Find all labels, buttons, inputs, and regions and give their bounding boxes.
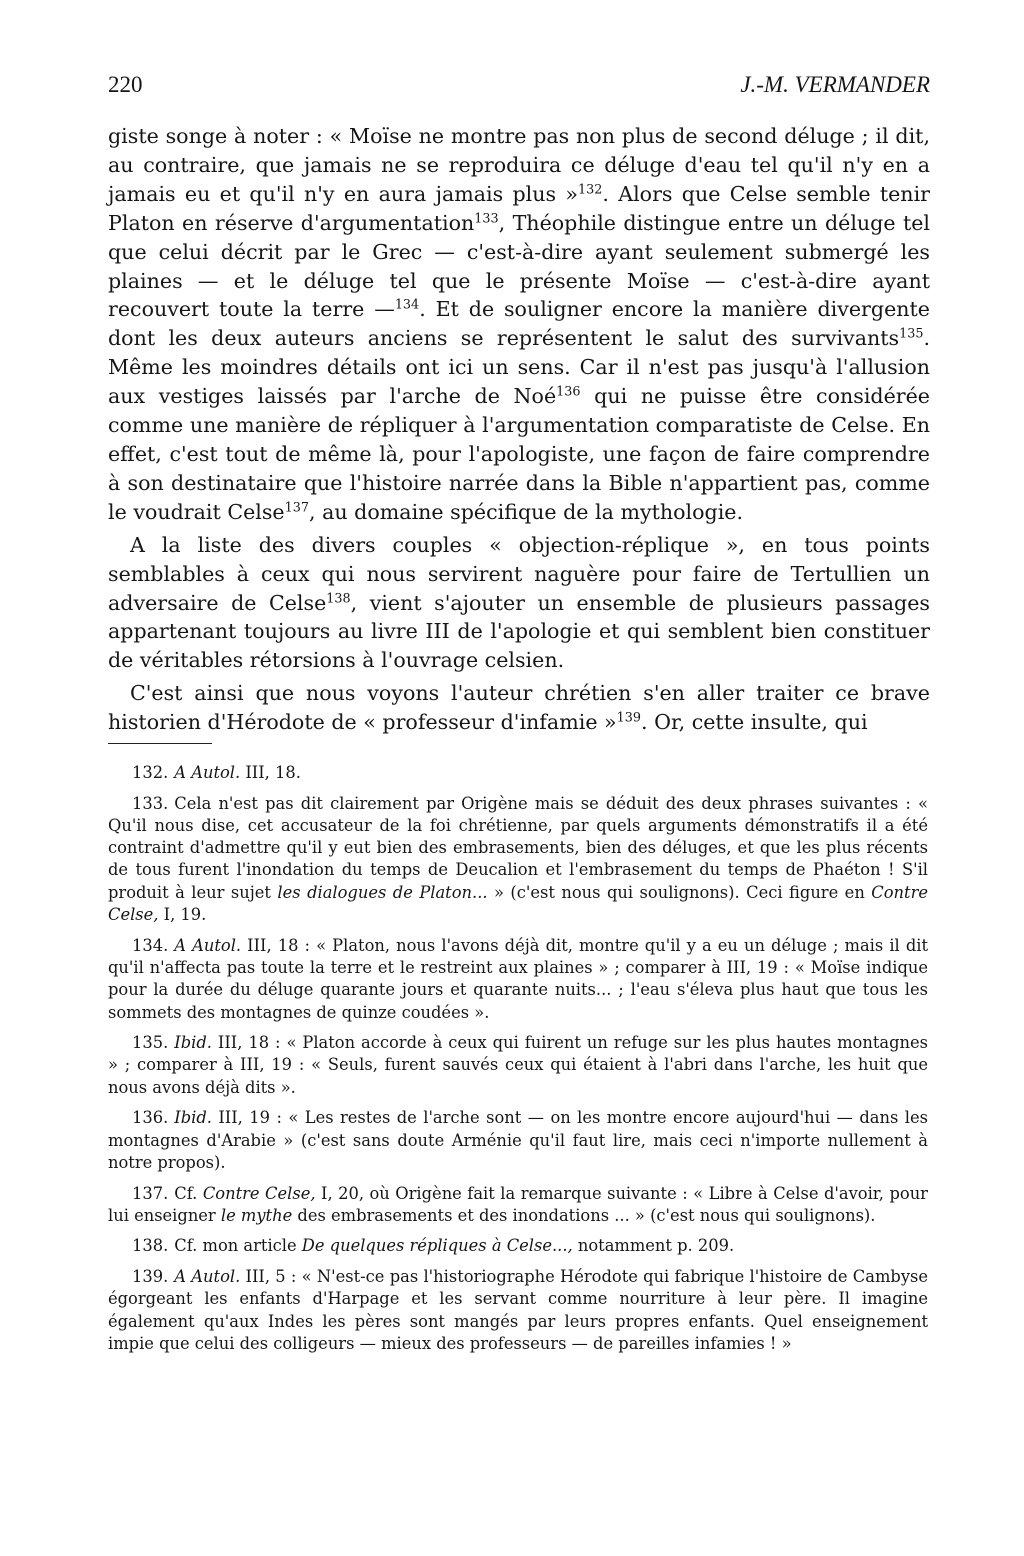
text-span: qui ne puisse être considérée comme une manière de répliquer à l'argumentation comparatiste de Celse. En effet, c'est tout de même là, pour l'apologiste, une façon de faire comprendre à son destinataire que l'histoire narrée dans la Bible n'appartient pas, comme le voudrait Celse — [108, 384, 930, 524]
text-span: , Théophile distingue entre un déluge tel que celui décrit par le Grec — c'est-à-dire ayant seulement submergé les plaines — et le déluge tel que le présente Moïse — c'est-à-dire ayant recouvert toute la terre — — [108, 210, 931, 322]
footnote-ref: 136 — [556, 384, 581, 400]
footnote-number: 138. — [132, 1236, 169, 1256]
footnote-ref: 134 — [394, 297, 420, 313]
text-span: III, 18 : « Platon, nous l'avons déjà dit, montre qu'il y a eu un déluge ; mais il dit qu'il n'affecta pas toute la terre et le restreint aux plaines » ; comparer à III, 19 : « Moïse indique pour la durée du déluge quarante jours et quarante nuits... ; l'eau s'éleva plus haut que tous les sommets des montagnes de quinze coudées ». — [108, 935, 929, 1022]
text-span: III, 18. — [240, 763, 301, 782]
text-span: . Même les moindres détails ont ici un sens. Car il n'est pas jusqu'à l'allusion aux vestiges laissés par l'arche de Noé — [108, 326, 930, 409]
footnote — [108, 1183, 928, 1228]
text-span: . Or, cette insulte, qui — [641, 710, 868, 735]
footnote-number: 132. — [132, 763, 169, 782]
text-span: Cela n'est pas dit clairement par Origène mais se déduit des deux phrases suivantes : « Qu'il nous dise, cet accusateur de la foi chrétienne, par quels arguments démonstratifs il a été contraint d'admettre qu'il y eut bien des embrasements, bien des déluges, et que les plus récents de tous furent l'inondation du temps de Deucalion et l'embrasement du temps de Phaéton ! S'il produit à leur sujet — [108, 793, 928, 902]
footnote — [108, 793, 928, 927]
footnote — [108, 1107, 928, 1174]
footnote-ref: 137 — [284, 500, 309, 516]
text-span: C'est ainsi que nous voyons l'auteur chrétien s'en aller traiter ce brave historien d'Hérodote de « professeur d'infamie » — [108, 681, 930, 735]
text-span: des embrasements et des inondations ... » (c'est nous qui soulignons). — [292, 1205, 876, 1225]
paragraph — [108, 679, 930, 737]
text-span: A la liste des divers couples « objection-réplique », en tous points semblables à ceux qui nous servirent naguère pour faire de Tertullien un adversaire de Celse — [108, 532, 930, 615]
footnote — [108, 762, 928, 784]
running-header — [108, 72, 930, 106]
footnote-number: 133. — [132, 793, 169, 813]
footnote-ref: 133 — [474, 211, 499, 227]
italic-text: Contre Celse, — [202, 1183, 316, 1203]
page-number: 220 — [108, 72, 143, 97]
text-span: I, 20, où Origène fait la remarque suivante : « Libre à Celse d'avoir, pour lui enseigner — [108, 1183, 928, 1225]
text-span: I, 19. — [158, 905, 207, 925]
footnote-number: 139. — [132, 1267, 169, 1287]
text-span: Cf. — [174, 1183, 203, 1203]
italic-text: A Autol. — [174, 763, 241, 782]
italic-text: De quelques répliques à Celse..., — [301, 1236, 573, 1256]
text-span: Cf. mon article — [174, 1236, 302, 1256]
italic-text: Ibid. — [174, 1033, 212, 1053]
italic-text: les dialogues de Platon... — [277, 882, 488, 902]
paragraph — [108, 531, 930, 676]
footnote-number: 137. — [132, 1183, 169, 1203]
italic-text: A Autol. — [174, 935, 242, 955]
footnote — [108, 1266, 928, 1355]
footnote-separator — [108, 743, 212, 744]
text-span: . Et de souligner encore la manière divergente dont les deux auteurs anciens se représentent le salut des survivants — [108, 297, 930, 351]
text-span: , au domaine spécifique de la mythologie. — [309, 499, 744, 524]
text-span: III, 18 : « Platon accorde à ceux qui fuirent un refuge sur les plus hautes montagnes » ; comparer à III, 19 : « Seuls, furent sauvés ceux qui étaient à l'abri dans l'arche, les huit que nous avons déjà dits ». — [108, 1033, 928, 1097]
text-span: notamment p. 209. — [572, 1236, 735, 1256]
text-span: . Alors que Celse semble tenir Platon en réserve d'argumentation — [108, 181, 930, 235]
footnote-number: 135. — [132, 1033, 169, 1053]
main-text — [108, 122, 930, 737]
footnote-ref: 138 — [326, 590, 351, 606]
italic-text: Ibid. — [174, 1108, 212, 1128]
italic-text: A Autol. — [174, 1267, 241, 1287]
footnotes — [108, 762, 928, 1364]
italic-text: le mythe — [220, 1205, 293, 1225]
text-span: III, 5 : « N'est-ce pas l'historiographe Hérodote qui fabrique l'histoire de Cambyse égorgeant les enfants d'Harpage et les servant comme nourriture à leur père. Il imagine également qu'aux Indes les pères sont mangés par leurs propres enfants. Quel enseignement impie que celui des colligeurs — mieux des professeurs — de pareilles infamies ! » — [108, 1267, 929, 1353]
text-span: » (c'est nous qui soulignons). Ceci figure en — [487, 882, 872, 902]
italic-text: Contre Celse, — [108, 882, 928, 925]
footnote-number: 134. — [132, 935, 169, 955]
text-span: giste songe à noter : « Moïse ne montre pas non plus de second déluge ; il dit, au contraire, que jamais ne se reproduira ce déluge d'eau tel qu'il n'y en a jamais eu et qu'il n'y en aura jamais plus » — [108, 124, 930, 206]
footnote-ref: 132 — [578, 182, 603, 198]
footnote — [108, 1032, 928, 1099]
text-span: III, 19 : « Les restes de l'arche sont — on les montre encore aujourd'hui — dans les montagnes d'Arabie » (c'est sans doute Arménie qu'il faut lire, mais ceci n'importe nullement à notre propos). — [108, 1108, 928, 1172]
footnote — [108, 935, 928, 1024]
footnote-ref: 135 — [899, 326, 924, 342]
footnote — [108, 1235, 928, 1257]
text-span: , vient s'ajouter un ensemble de plusieurs passages appartenant toujours au livre III de l'apologie et qui semblent bien constituer de véritables rétorsions à l'ouvrage celsien. — [108, 590, 930, 673]
running-head-author: J.-M. VERMANDER — [740, 72, 930, 97]
paragraph — [108, 122, 930, 527]
footnote-ref: 139 — [616, 710, 642, 726]
footnote-number: 136. — [132, 1108, 169, 1128]
